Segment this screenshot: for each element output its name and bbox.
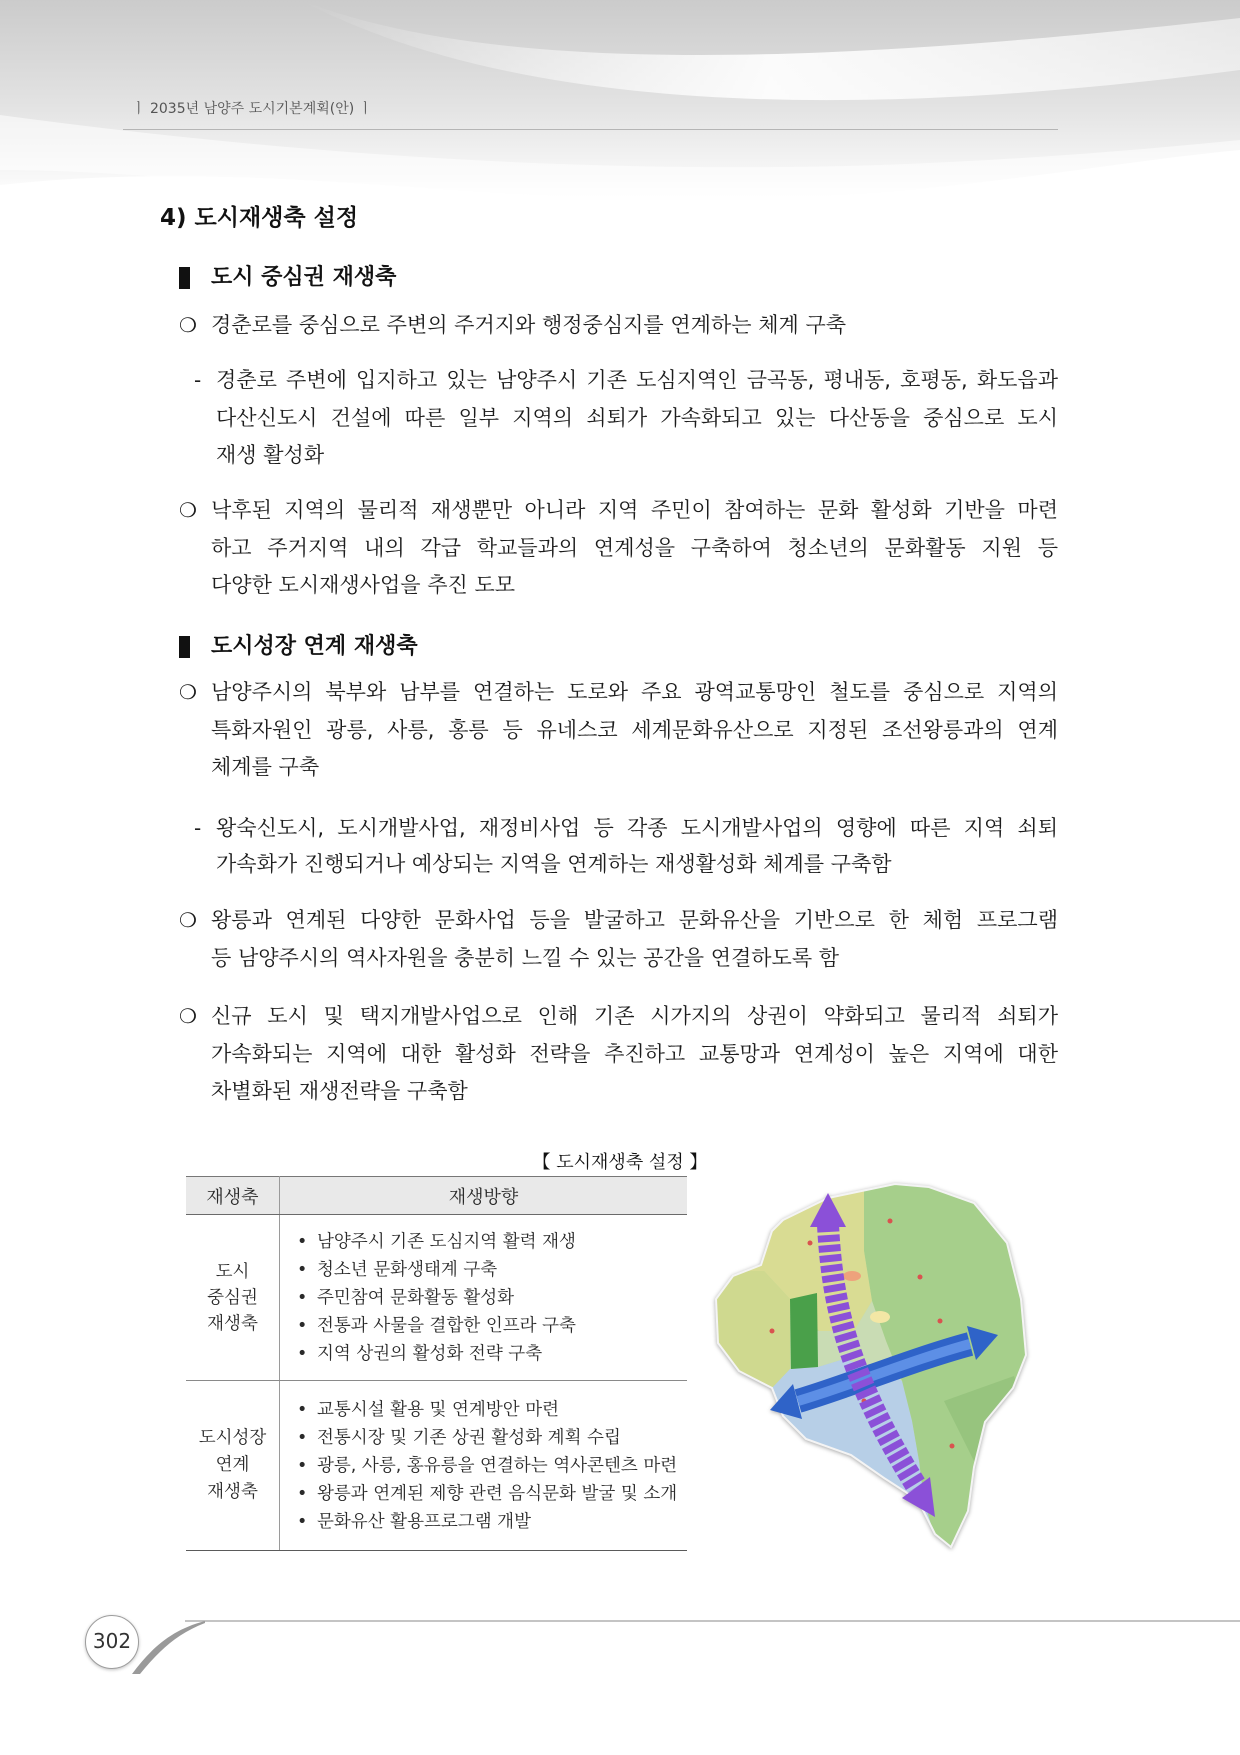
list-item — [179, 902, 1058, 977]
urban-center-spot — [870, 1311, 890, 1323]
west-district — [714, 1271, 790, 1388]
list-item — [179, 674, 1058, 787]
town-marker — [770, 1329, 775, 1334]
list-item — [179, 998, 1058, 1111]
text-line: 재생 활성화 — [216, 443, 325, 467]
direction-item — [297, 1396, 687, 1424]
regeneration-axis-map — [714, 1181, 1028, 1551]
axis-name-line: 중심권 — [207, 1287, 258, 1308]
axis-name-line: 재생축 — [207, 1313, 258, 1334]
direction-text: 청소년 문화생태계 구축 — [317, 1259, 498, 1280]
column-header-direction: 재생방향 — [280, 1177, 688, 1215]
regeneration-axis-table — [186, 1176, 687, 1551]
town-marker — [938, 1319, 943, 1324]
list-bullet: • — [297, 1483, 308, 1504]
direction-text: 전통시장 및 기존 상권 활성화 계획 수립 — [317, 1427, 621, 1448]
subsection-heading-text: 도시 중심권 재생축 — [211, 265, 397, 290]
direction-item — [297, 1256, 687, 1284]
list-item — [179, 307, 1058, 345]
direction-text: 주민참여 문화활동 활성화 — [317, 1287, 515, 1308]
running-header-title: ㅣ 2035년 남양주 도시기본계획(안) ㅣ — [132, 101, 373, 117]
bullet-marker: ❍ — [179, 680, 197, 704]
axis-cell — [186, 1215, 280, 1381]
table-row — [186, 1215, 687, 1381]
direction-cell — [280, 1381, 688, 1551]
direction-item — [297, 1424, 687, 1452]
direction-item — [297, 1312, 687, 1340]
text-line: 경춘로를 중심으로 주변의 주거지와 행정중심지를 연계하는 체계 구축 — [211, 313, 847, 337]
bullet-marker: ❍ — [179, 313, 197, 337]
text-line: 경춘로 주변에 입지하고 있는 남양주시 기존 도심지역인 금곡동, 평내동, 호평동, 화도읍과 — [216, 368, 1058, 392]
footer-swoosh — [132, 1621, 205, 1674]
direction-text: 교통시설 활용 및 연계방안 마련 — [317, 1399, 560, 1420]
text-line: 특화자원인 광릉, 사릉, 홍릉 등 유네스코 세계문화유산으로 지정된 조선왕릉과의 연계 — [211, 717, 1058, 742]
column-header-axis: 재생축 — [186, 1177, 280, 1215]
text-line: 남양주시의 북부와 남부를 연결하는 도로와 주요 광역교통망인 철도를 중심으로 지역의 — [211, 680, 1058, 704]
map-image — [714, 1181, 1028, 1551]
axis-cell — [186, 1381, 280, 1551]
section-title: 4) 도시재생축 설정 — [160, 205, 359, 231]
direction-cell — [280, 1215, 688, 1381]
direction-text: 전통과 사물을 결합한 인프라 구축 — [317, 1315, 576, 1336]
table-header-row — [186, 1177, 687, 1215]
text-line: 등 남양주시의 역사자원을 충분히 느낄 수 있는 공간을 연결하도록 함 — [211, 945, 840, 970]
town-marker — [808, 1241, 813, 1246]
direction-text: 왕릉과 연계된 제향 관련 음식문화 발굴 및 소개 — [317, 1483, 678, 1504]
dash-marker: - — [194, 816, 202, 840]
list-bullet: • — [297, 1287, 308, 1308]
list-bullet: • — [297, 1315, 308, 1336]
bullet-marker: ❍ — [179, 908, 197, 932]
direction-text: 광릉, 사릉, 홍유릉을 연결하는 역사콘텐츠 마련 — [317, 1455, 678, 1476]
urban-center-spot — [843, 1271, 861, 1281]
direction-list — [280, 1396, 687, 1536]
subsection-heading-text: 도시성장 연계 재생축 — [211, 634, 418, 659]
text-line: 체계를 구축 — [211, 755, 320, 779]
text-line: 낙후된 지역의 물리적 재생뿐만 아니라 지역 주민이 참여하는 문화 활성화 기반을 마련 — [211, 498, 1058, 522]
direction-item — [297, 1508, 687, 1536]
list-bullet: • — [297, 1231, 308, 1252]
page-number: 302 — [85, 1615, 139, 1669]
green-belt-strip — [790, 1293, 818, 1369]
axis-name-line: 도시성장 — [198, 1428, 267, 1448]
text-line: 하고 주거지역 내의 각급 학교들과의 연계성을 구축하여 청소년의 문화활동 지원 등 — [211, 535, 1058, 560]
direction-text: 지역 상권의 활성화 전략 구축 — [317, 1343, 543, 1364]
subsection-heading-city-center-axis — [179, 262, 779, 294]
heading-marker — [179, 636, 190, 658]
direction-item — [297, 1480, 687, 1508]
direction-list — [280, 1228, 687, 1368]
text-line: 왕릉과 연계된 다양한 문화사업 등을 발굴하고 문화유산을 기반으로 한 체험 프로그램 — [211, 908, 1058, 932]
list-bullet: • — [297, 1455, 308, 1476]
figure-caption: 【 도시재생축 설정 】 — [532, 1152, 708, 1173]
list-bullet: • — [297, 1511, 308, 1532]
text-line: 차별화된 재생전략을 구축함 — [211, 1079, 468, 1103]
text-line: 가속화되는 지역에 대한 활성화 전략을 추진하고 교통망과 연계성이 높은 지역에 대한 — [211, 1041, 1058, 1066]
text-line: 가속화가 진행되거나 예상되는 지역을 연계하는 재생활성화 체계를 구축함 — [216, 852, 892, 876]
list-bullet: • — [297, 1259, 308, 1280]
direction-item — [297, 1228, 687, 1256]
dash-marker: - — [194, 368, 202, 392]
list-item — [179, 492, 1058, 605]
direction-text: 남양주시 기존 도심지역 활력 재생 — [317, 1231, 576, 1252]
town-marker — [888, 1219, 893, 1224]
axis-name-line: 연계 — [215, 1455, 250, 1475]
list-item — [194, 810, 1058, 882]
direction-item — [297, 1452, 687, 1480]
direction-text: 문화유산 활용프로그램 개발 — [317, 1511, 531, 1532]
list-item — [194, 362, 1058, 475]
bullet-marker: ❍ — [179, 498, 197, 522]
list-bullet: • — [297, 1343, 308, 1364]
footer-decoration — [0, 1590, 1240, 1700]
text-line: 왕숙신도시, 도시개발사업, 재정비사업 등 각종 도시개발사업의 영향에 따른 지역 쇠퇴 — [216, 816, 1058, 840]
text-line: 다양한 도시재생사업을 추진 도모 — [211, 573, 516, 597]
list-bullet: • — [297, 1399, 308, 1420]
direction-item — [297, 1284, 687, 1312]
subsection-heading-growth-link-axis — [179, 631, 779, 663]
bullet-marker: ❍ — [179, 1004, 197, 1028]
axis-name-line: 도시 — [215, 1261, 250, 1282]
list-bullet: • — [297, 1427, 308, 1448]
text-line: 신규 도시 및 택지개발사업으로 인해 기존 시가지의 상권이 약화되고 물리적 쇠퇴가 — [211, 1004, 1058, 1028]
heading-marker — [179, 267, 190, 289]
town-marker — [950, 1444, 955, 1449]
direction-item — [297, 1340, 687, 1368]
town-marker — [918, 1275, 923, 1280]
text-line: 다산신도시 건설에 따른 일부 지역의 쇠퇴가 가속화되고 있는 다산동을 중심으로 도시 — [216, 405, 1058, 430]
header-divider — [123, 129, 1058, 130]
axis-name-line: 재생축 — [207, 1482, 258, 1502]
table-row — [186, 1381, 687, 1551]
